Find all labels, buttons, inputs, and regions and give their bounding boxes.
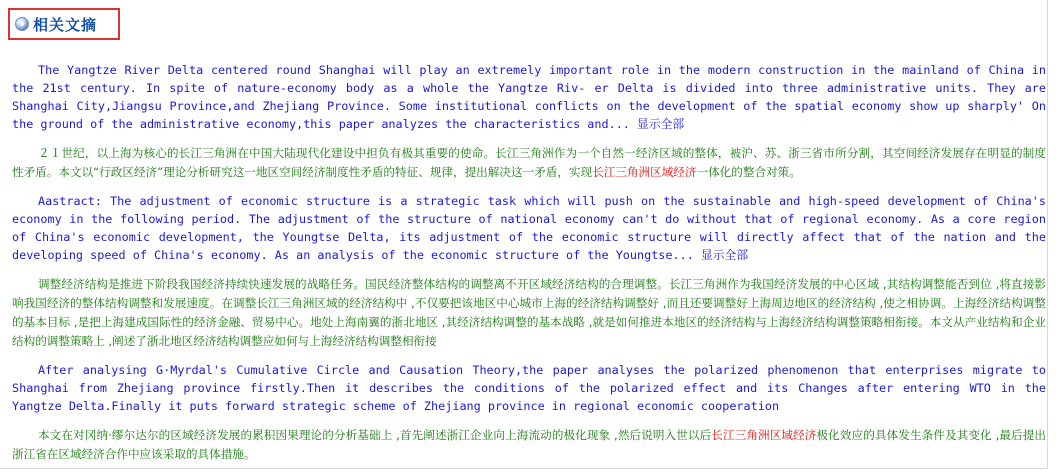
abstract-entry-en [12, 192, 1046, 264]
abstract-text: The Yangtze River Delta centered round Shanghai will play an extremely important role in the modern construction in the mainland of China in the 21st century. In spite of nature-economy body as a whole the Yangtze Riv- er Delta is divided into three administrative units. They are Shanghai City,Jiangsu Province,and Zhejiang Province. Some institutional conflicts on the development of the spatial economy show up sharply' On the ground of the administrative economy,this paper analyzes the characteristics and... [12, 63, 1046, 131]
abstract-text: Aastract: The adjustment of economic structure is a strategic task which will push on the sustainable and high-speed development of China's economy in the following period. The adjustment of the structure of national economy can't do without that of regional economy. As a core region of China's economic development, the Youngtse Delta, its adjustment of the economic structure will directly affect that of the nation and the developing speed of China's economy. As an analysis of the economic structure of the Youngtse... [12, 194, 1046, 262]
abstract-text: 本文在对冈纳·缪尔达尔的区域经济发展的累积因果理论的分析基础上 ,首先阐述浙江企业向上海流动的极化现象 ,然后说明入世以后 [38, 428, 712, 442]
abstract-text: ２１世纪，以上海为核心的长江三角洲在中国大陆现代化建设中担负有极其重要的使命。长江三角洲作为一个自然一经济区域的整体，被沪、苏、浙三省市所分割，其空间经济发展存在明显的制度性矛盾。本文以“行政区经济”理论分析研究这一地区空间经济制度性矛盾的特征、规律，提出解决这一矛盾，实现 [12, 146, 1046, 179]
abstract-entry-zh [12, 426, 1046, 464]
abstract-text-tail: 极化效应的具体发生条件及其变化 ,最后提出浙江省在区域经济合作中应该采取的具体措施。 [12, 428, 1046, 461]
abstract-text: 调整经济结构是推进下阶段我国经济持续快速发展的战略任务。国民经济整体结构的调整离不开区域经济结构的合理调整。长江三角洲作为我国经济发展的中心区域 ,其结构调整能否到位 ,将直接影响我国经济的整体结构调整和发展速度。在调整长江三角洲区域的经济结构中 ,不仅要把该地区中心城市上海的经济结构调整好 ,而且还要调整好上海周边地区的经济结构 ,使之相协调。上海经济结构调整的基本目标 ,是把上海建成国际性的经济金融、贸易中心。地处上海南翼的浙北地区 ,其经济结构调整的基本战略 ,就是如何推进本地区的经济结构与上海经济结构调整策略相衔接。本文从产业结构和企业结构的调整策略上 ,阐述了浙北地区经济结构调整应如何与上海经济结构调整相衔接 [12, 277, 1046, 348]
section-title: 相关文摘 [33, 15, 98, 34]
show-all-link[interactable]: 显示全部 [637, 117, 685, 131]
abstract-entry-en [12, 361, 1046, 415]
show-all-link[interactable]: 显示全部 [700, 248, 749, 262]
abstract-entry-zh [12, 144, 1046, 182]
abstract-text: After analysing G·Myrdal's Cumulative Circle and Causation Theory,the paper analyses the polarized phenomenon that enterprises migrate to Shanghai from Zhejiang province firstly.Then it describes the conditions of the polarized effect and its Changes after entering WTO in the Yangtze Delta.Finally it puts forward strategic scheme of Zhejiang province in regional economic cooperation [12, 363, 1046, 413]
section-header [8, 8, 120, 40]
abstract-text-tail: 一体化的整合对策。 [696, 165, 801, 179]
abstract-entry-zh [12, 275, 1046, 351]
abstract-entry-en [12, 61, 1046, 133]
bullet-arrow-icon [15, 17, 29, 31]
highlighted-keyword: 长江三角洲区域经济 [592, 165, 697, 179]
highlighted-keyword: 长江三角洲区域经济 [711, 428, 817, 442]
abstract-list [12, 61, 1046, 464]
